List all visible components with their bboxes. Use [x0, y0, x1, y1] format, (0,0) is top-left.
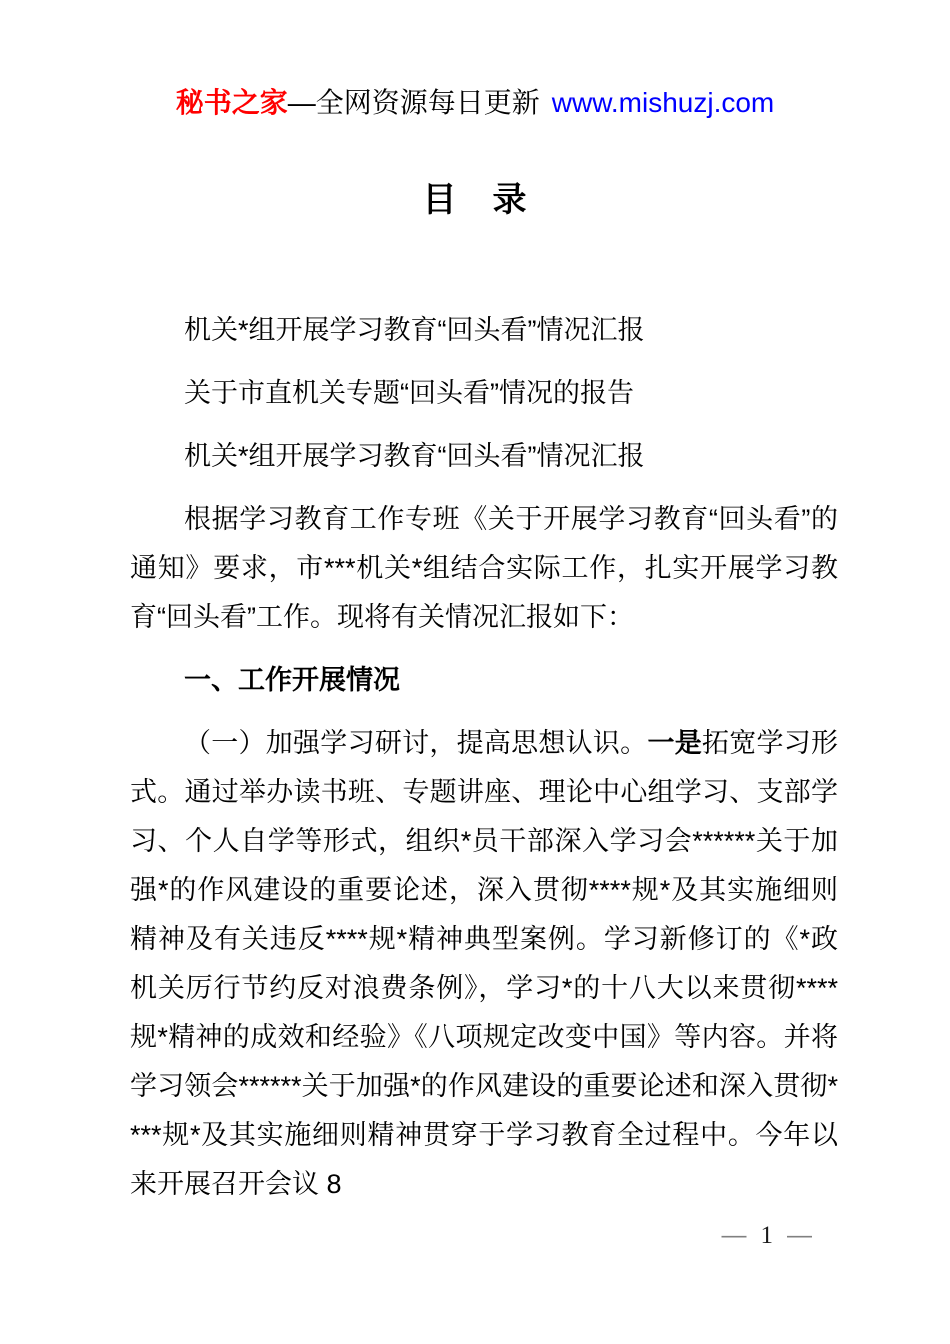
intro-paragraph: 根据学习教育工作专班《关于开展学习教育“回头看”的通知》要求，市***机关*组结合实际工作，扎实开展学习教育“回头看”工作。现将有关情况汇报如下：: [130, 504, 838, 632]
page-number: 1: [760, 1222, 773, 1249]
toc-item: 机关*组开展学习教育“回头看”情况汇报: [184, 441, 645, 471]
toc-item: 关于市直机关专题“回头看”情况的报告: [184, 378, 634, 408]
page-header: [0, 0, 950, 120]
header-separator: —: [287, 87, 316, 118]
site-brand: 秘书之家: [175, 87, 288, 118]
footer-dash-left: —: [721, 1221, 747, 1249]
doc-content: [130, 306, 838, 1209]
doc-title: 目 录: [422, 181, 528, 219]
footer-dash-right: —: [787, 1221, 812, 1249]
body-paragraph: [130, 719, 838, 1209]
emphasis-text: 一是: [647, 728, 702, 758]
page-footer: [722, 1220, 813, 1251]
body-text: 拓宽学习形式。通过举办读书班、专题讲座、理论中心组学习、支部学习、个人自学等形式，组织*员干部深入学习会******关于加强*的作风建设的重要论述，深入贯彻****规*及其实施细则精神及有关违反****规*精神典型案例。学习新修订的《*政机关厉行节约反对浪费条例》，学习*的十八大以来贯彻****规*精神的成效和经验》《八项规定改变中国》等内容。并将学习领会******关于加强*的作风建设的重要论述和深入贯彻****规*及其实施细则精神贯穿于学习教育全过程中。今年以来开展召开会议 8: [130, 728, 839, 1199]
section-heading: 一、工作开展情况: [184, 665, 400, 695]
header-tagline: 全网资源每日更新: [315, 87, 540, 118]
toc-item: 机关*组开展学习教育“回头看”情况汇报: [184, 315, 645, 345]
site-url[interactable]: www.mishuzj.com: [551, 87, 775, 118]
toc-list: [130, 306, 838, 481]
body-text: （一）加强学习研讨，提高思想认识。: [184, 728, 648, 758]
